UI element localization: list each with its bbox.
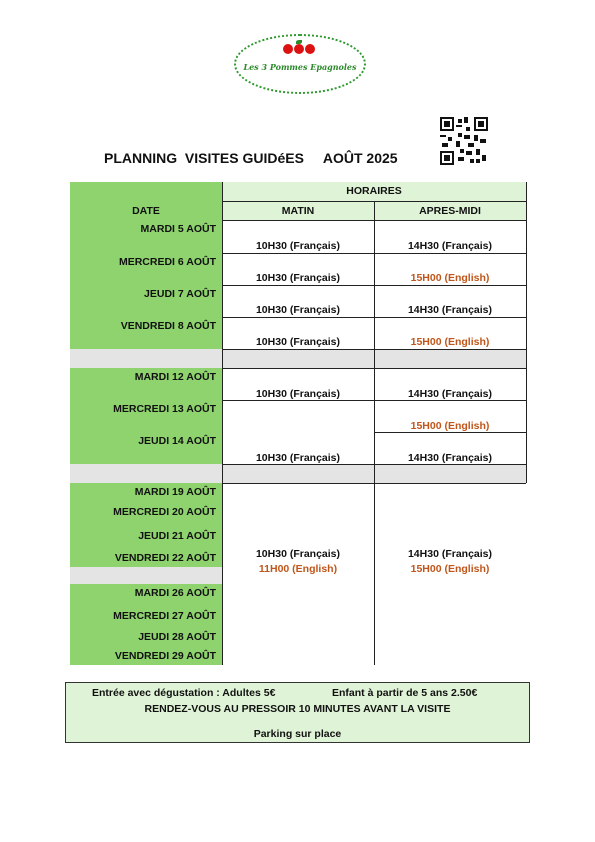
date-cell: MERCREDI 6 AOÛT (118, 256, 216, 268)
date-cell: VENDREDI 29 AOÛT (114, 650, 216, 662)
horaires-header: HORAIRES (346, 185, 402, 197)
week-separator (70, 349, 526, 368)
info-box (65, 682, 530, 743)
date-cell: JEUDI 14 AOÛT (138, 435, 216, 447)
price-adults: Entrée avec dégustation : Adultes 5€ (92, 687, 276, 699)
date-cell: MERCREDI 27 AOÛT (113, 610, 216, 622)
matin-slot: 10H30 (Français) (255, 336, 341, 348)
matin-slot: 11H00 (English) (258, 563, 338, 575)
date-cell: JEUDI 28 AOÛT (138, 631, 216, 643)
matin-slot: 10H30 (Français) (255, 240, 341, 252)
row-divider (222, 400, 526, 401)
row-divider (222, 464, 526, 465)
apres-midi-slot: 15H00 (English) (410, 272, 490, 284)
matin-slot: 10H30 (Français) (255, 548, 341, 560)
matin-header: MATIN (281, 205, 315, 217)
date-header: DATE (132, 205, 160, 217)
row-divider (222, 253, 526, 254)
date-cell: MERCREDI 20 AOÛT (113, 506, 216, 518)
column-divider (374, 201, 375, 665)
matin-slot: 10H30 (Français) (255, 272, 341, 284)
apres-midi-slot: 14H30 (Français) (407, 388, 493, 400)
table-border (526, 182, 527, 483)
matin-slot: 10H30 (Français) (255, 452, 341, 464)
date-cell: MARDI 19 AOÛT (134, 486, 216, 498)
row-divider (222, 220, 526, 221)
row-divider (374, 432, 526, 433)
apres-midi-slot: 15H00 (English) (410, 563, 490, 575)
row-divider (222, 317, 526, 318)
week-separator (70, 567, 222, 584)
apple-icon (283, 44, 293, 54)
date-cell: VENDREDI 22 AOÛT (114, 552, 216, 564)
matin-slot: 10H30 (Français) (255, 388, 341, 400)
row-divider (222, 349, 526, 350)
row-divider (222, 483, 526, 484)
apple-icon (305, 44, 315, 54)
apres-midi-slot: 15H00 (English) (410, 336, 490, 348)
apres-midi-header: APRES-MIDI (419, 205, 481, 217)
apres-midi-slot: 14H30 (Français) (407, 304, 493, 316)
price-children: Enfant à partir de 5 ans 2.50€ (332, 687, 478, 699)
row-divider (222, 368, 526, 369)
date-cell: VENDREDI 8 AOÛT (120, 320, 216, 332)
apres-midi-slot: 14H30 (Français) (407, 452, 493, 464)
matin-slot: 10H30 (Français) (255, 304, 341, 316)
apres-midi-slot: 14H30 (Français) (407, 240, 493, 252)
date-cell: MERCREDI 13 AOÛT (113, 403, 216, 415)
apple-icon (294, 44, 304, 54)
logo-text: Les 3 Pommes Epagnoles (243, 62, 357, 72)
date-cell: JEUDI 21 AOÛT (138, 530, 216, 542)
parking-info: Parking sur place (253, 728, 342, 740)
date-cell: MARDI 12 AOÛT (134, 371, 216, 383)
qr-code-icon (440, 117, 488, 165)
meeting-point: RENDEZ-VOUS AU PRESSOIR 10 MINUTES AVANT LA VISITE (144, 703, 451, 715)
column-divider (222, 182, 223, 665)
week-separator (70, 464, 526, 483)
logo (234, 34, 366, 94)
row-divider (222, 285, 526, 286)
row-divider (222, 201, 526, 202)
date-cell: MARDI 26 AOÛT (134, 587, 216, 599)
date-cell: MARDI 5 AOÛT (140, 223, 216, 235)
date-cell: JEUDI 7 AOÛT (144, 288, 216, 300)
page-title: PLANNING VISITES GUIDéES AOÛT 2025 (104, 150, 398, 166)
apres-midi-slot: 14H30 (Français) (407, 548, 493, 560)
apres-midi-slot: 15H00 (English) (410, 420, 490, 432)
